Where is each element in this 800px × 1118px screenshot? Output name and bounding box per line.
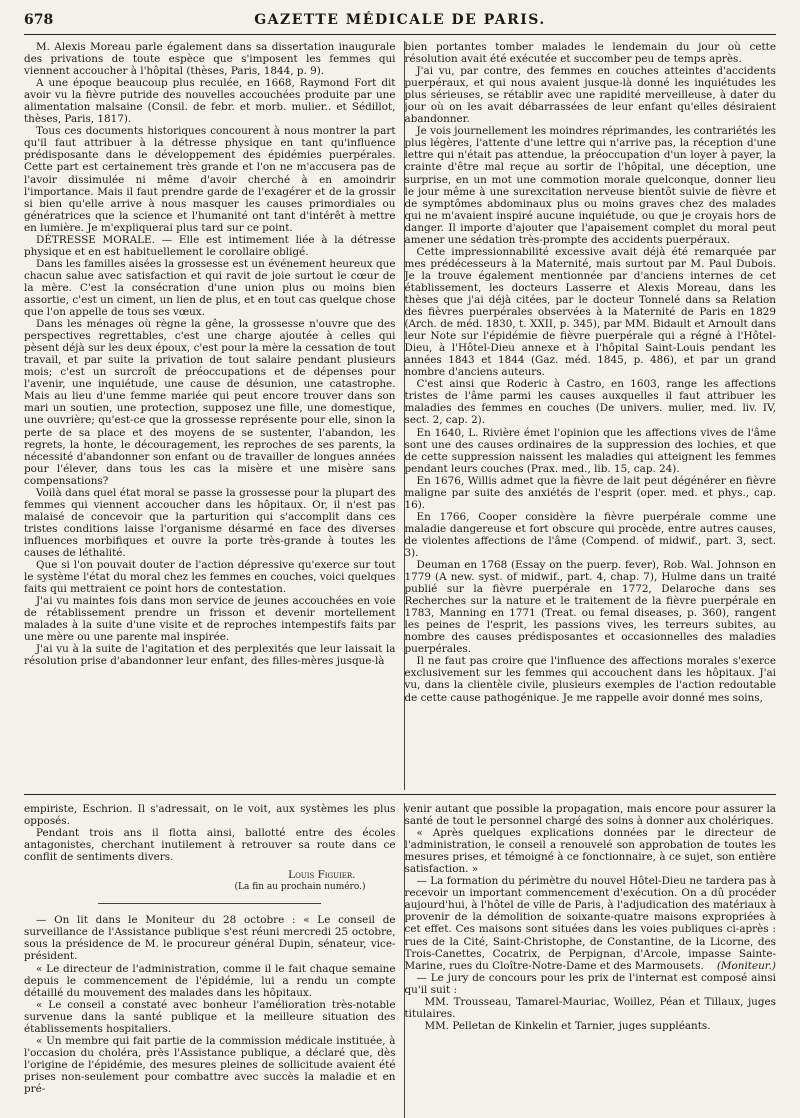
news-paragraph: « Le directeur de l'administration, comme il le fait chaque semaine depuis le commencement de l'épidémie, lui a rendu un compte détaillé du mouvement des malades dans les hôpitaux. [24,962,396,999]
feuilleton-column-left [24,803,405,1118]
jury-suppleants: MM. Pelletan de Kinkelin et Tarnier, juges suppléants. [424,1019,711,1032]
paragraph: empiriste, Eschrion. Il s'adressait, on le voit, aux systèmes les plus opposés. [24,803,396,828]
news-paragraph: « Le conseil a constaté avec bonheur l'amélioration très-notable survenue dans la santé publique et la meilleure situation des établissements hospitaliers. [24,998,396,1035]
feuilleton-column-right [405,803,777,1118]
jury-intro: — Le jury de concours pour les prix de l'internat est composé ainsi qu'il suit : [404,971,776,996]
main-article [24,35,776,790]
paragraph: Voilà dans quel état moral se passe la grossesse pour la plupart des femmes qui viennent accoucher dans les hôpitaux. Or, il n'est pas malaisé de concevoir que la parturition qui s'accomplit dans ces tristes conditions laisse l'organisme désarmé en face des diverses influences morbifiques et ouvre la porte très-grande à toutes les causes de léthalité. [24,486,396,559]
section-separator [98,903,321,904]
paragraph: A une époque beaucoup plus reculée, en 1668, Raymond Fort dit avoir vu la fièvre putride des nouvelles accouchées produite par une alimentation malsaine (Consil. de febr. et morb. mulier.. et Sédillot, thèses, Paris, 1817). [24,77,396,126]
paragraph: Je vois journellement les moindres réprimandes, les contrariétés les plus légères, l'attente d'une lettre qui n'arrive pas, la réception d'une lettre qui n'était pas attendue, la préoccupation d'un loyer à payer, la crainte d'être mal reçue au sortir de l'hôpital, une déception, une surprise, en un mot une commotion morale quelconque, donner lieu le jour même à une surexcitation nerveuse bientôt suivie de fièvre et de symptômes abdominaux plus ou moins graves chez des malades qui ne m'avaient inspiré aucune inquiétude, ou que je croyais hors de danger. Il importe d'ajouter que l'apaisement complet du moral peut amener une sédation très-prompte des accidents puerpéraux. [404,125,776,246]
feuilleton-section [24,795,776,1118]
article-column-right [405,41,777,790]
page-header [24,10,776,35]
paragraph: Que si l'on pouvait douter de l'action dépressive qu'exerce sur tout le système l'état du moral chez les femmes en couches, voici quelques faits qui mettraient ce point hors de contestation. [24,559,396,596]
article-column-left [24,41,405,790]
paragraph: Il ne faut pas croire que l'influence des affections morales s'exerce exclusivement sur les femmes qui accouchent dans les hôpitaux. J'ai vu, dans la clientèle civile, plusieurs exemples de l'action redoutable de cette cause pathogénique. Je me rappelle avoir donné mes soins, [404,655,776,704]
page-number: 678 [24,12,54,28]
paragraph: En 1766, Cooper considère la fièvre puerpérale comme une maladie dangereuse et fort obscure qui procède, entre autres causes, de violentes affections de l'âme (Compend. of midwif., part. 3, sect. 3). [404,510,776,559]
paragraph: Pendant trois ans il flotta ainsi, ballotté entre des écoles antagonistes, cherchant inutilement à retrouver sa route dans ce conflit de sentiments divers. [24,827,396,864]
news-text: — La formation du périmètre du nouvel Hôtel-Dieu ne tardera pas à recevoir un important commencement d'exécution. On a dû procéder aujourd'hui, à l'hôtel de ville de Paris, à l'adjudication des matériaux à provenir de la démolition de soixante-quatre maisons expropriées à cet effet. Ces maisons sont situées dans les voies publiques ci-après : rues de la Cité, Saint-Christophe, de Constantine, de la Licorne, des Trois-Canettes, Cocatrix, de Perpignan, d'Arcole, impasse Sainte-Marine, rues du Cloître-Notre-Dame et des Marmousets. [404,875,776,972]
continuation-note: (La fin au prochain numéro.) [234,882,366,893]
paragraph: Dans les ménages où règne la gêne, la grossesse n'ouvre que des perspectives regrettables, c'est une charge ajoutée à celles qui pèsent déjà sur les deux époux, c'est pour la mère la cessation de tout travail, et par suite la privation de tout salaire pendant plusieurs mois; c'est un surcroît de préoccupations et de dépenses pour l'avenir, une inquiétude, une cause de désunion, une catastrophe. Mais au lieu d'une femme mariée qui peut encore trouver dans son mari un soutien, une protection, supposez une fille, une domestique, une ouvrière; qu'est-ce que la grossesse représente pour elle, sinon la perte de sa place et des moyens de se sustenter, l'abandon, les regrets, la honte, le découragement, les reproches de ses parents, la nécessité d'abandonner son enfant ou de travailler de longues années pour l'élever, dans tous les cas la misère et une misère sans compensations? [24,318,396,487]
section-heading-paragraph: DÉTRESSE MORALE. — Elle est intimement liée à la détresse physique et en est habituellement le corollaire obligé. [24,233,396,258]
news-paragraph: — On lit dans le Moniteur du 28 octobre : « Le conseil de surveillance de l'Assistance publique s'est réuni mercredi 25 octobre, sous la présidence de M. le procureur général Dupin, sénateur, vice-président. [24,914,396,963]
news-paragraph: venir autant que possible la propagation, mais encore pour assurer la santé de tout le personnel chargé des soins à donner aux cholériques. [404,803,776,828]
paragraph: J'ai vu à la suite de l'agitation et des perplexités que leur laissait la résolution prise d'abandonner leur enfant, des filles-mères jusque-là [24,643,396,668]
paragraph: Deuman en 1768 (Essay on the puerp. fever), Rob. Wal. Johnson en 1779 (A new. syst. of midwif., part. 4, chap. 7), Hulme dans un traité publié sur la fièvre puerpérale en 1772, Delaroche dans ses Recherches sur la nature et le traitement de la fièvre puerpérale en 1783, Manning en 1771 (Treat. ou femal diseases, p. 360), rangent les peines de l'esprit, les passions vives, les terreurs subites, au nombre des causes prédisposantes et occasionnelles des maladies puerpérales. [404,559,776,656]
paragraph: En 1640, L. Rivière émet l'opinion que les affections vives de l'âme sont une des causes ordinaires de la suppression des lochies, et que de cette suppression naissent les maladies qui atteignent les femmes pendant leurs couches (Prax. med., lib. 15, cap. 24). [404,426,776,475]
paragraph: En 1676, Willis admet que la fièvre de lait peut dégénérer en fièvre maligne par suite des anxiétés de l'esprit (oper. med. et phys., cap. 16). [404,474,776,511]
paragraph: J'ai vu, par contre, des femmes en couches atteintes d'accidents puerpéraux, et qui nous avaient jusque-là donné les inquiétudes les plus sérieuses, se rétablir avec une rapidité merveilleuse, à dater du jour où on les avait débarrassées de leur enfant qu'elles désiraient abandonner. [404,65,776,126]
source-tag: (Moniteur.) [716,959,776,972]
jury-list [405,996,777,1032]
paragraph: Dans les familles aisées la grossesse est un événement heureux que chacun salue avec satisfaction et qui ravit de joie surtout le cœur de la mère. C'est la consécration d'une union plus ou moins bien assortie, c'est un ciment, un lien de plus, et en tout cas quelque chose que l'on appelle de tous ses vœux. [24,257,396,319]
paragraph: Cette impressionnabilité excessive avait déjà été remarquée par mes prédécesseurs à la Maternité, mais surtout par M. Paul Dubois. Je la trouve également mentionnée par d'anciens internes de cet établissement, les docteurs Lasserre et Alexis Moreau, dans les thèses que j'ai déjà citées, par le docteur Tonnelé dans sa Relation des fièvres puerpérales observées à la Maternité de Paris en 1829 (Arch. de méd. 1830, t. XXII, p. 345), par MM. Bidault et Arnoult dans leur Note sur l'épidémie de fièvre puerpérale qui a régné à l'Hôtel-Dieu, à l'Hôtel-Dieu annexe et à l'hôpital Saint-Louis pendant les années 1843 et 1844 (Gaz. méd. 1845, p. 486), et par un grand nombre d'anciens auteurs. [404,245,776,379]
paragraph: J'ai vu maintes fois dans mon service de jeunes accouchées en voie de rétablissement prendre un frisson et devenir mortellement malades à la suite d'une visite et de reproches intempestifs faits par une mère ou une parente mal inspirée. [24,595,396,644]
journal-title: GAZETTE MÉDICALE DE PARIS. [254,12,546,28]
paragraph: Tous ces documents historiques concourent à nous montrer la part qu'il faut attribuer à la détresse physique en tant qu'influence prédisposante dans le développement des épidémies puerpérales. Cette part est certainement très grande et l'on ne m'accusera pas de l'avoir dissimulée ni même d'avoir cherché à en amoindrir l'importance. Mais il faut prendre garde de l'exagérer et de la grossir si bien qu'elle arrive à nous masquer les causes primordiales ou génératrices que la science et l'humanité ont tant d'intérêt à mettre en lumière. Je m'expliquerai plus tard sur ce point. [24,125,396,234]
author-signature: Louis Figuier. [288,869,356,882]
paragraph: C'est ainsi que Roderic à Castro, en 1603, range les affections tristes de l'âme parmi les causes auxquelles il faut attribuer les maladies des femmes en couches (De univers. mulier, med. liv. IV, sect. 2, cap. 2). [404,378,776,427]
news-paragraph [405,875,777,971]
news-paragraph: « Après quelques explications données par le directeur de l'administration, le conseil a renouvelé son approbation de toutes les mesures prises, et témoigné à ce fonctionnaire, à ce sujet, son entière satisfaction. » [404,827,776,876]
paragraph: bien portantes tomber malades le lendemain du jour où cette résolution avait été exécutée et succomber peu de temps après. [404,41,776,66]
paragraph: M. Alexis Moreau parle également dans sa dissertation inaugurale des privations de toute espèce que s'imposent les femmes qui viennent accoucher à l'hôpital (thèses, Paris, 1844, p. 9). [24,41,396,78]
news-paragraph: « Un membre qui fait partie de la commission médicale instituée, à l'occasion du choléra, près l'Assistance publique, a déclaré que, dès l'origine de l'épidémie, des mesures pleines de sollicitude avaient été prises non-seulement pour combattre avec succès la maladie et en pré- [24,1034,396,1095]
jury-titulaires: MM. Trousseau, Tamarel-Mauriac, Woillez, Péan et Tillaux, juges titulaires. [404,995,776,1020]
